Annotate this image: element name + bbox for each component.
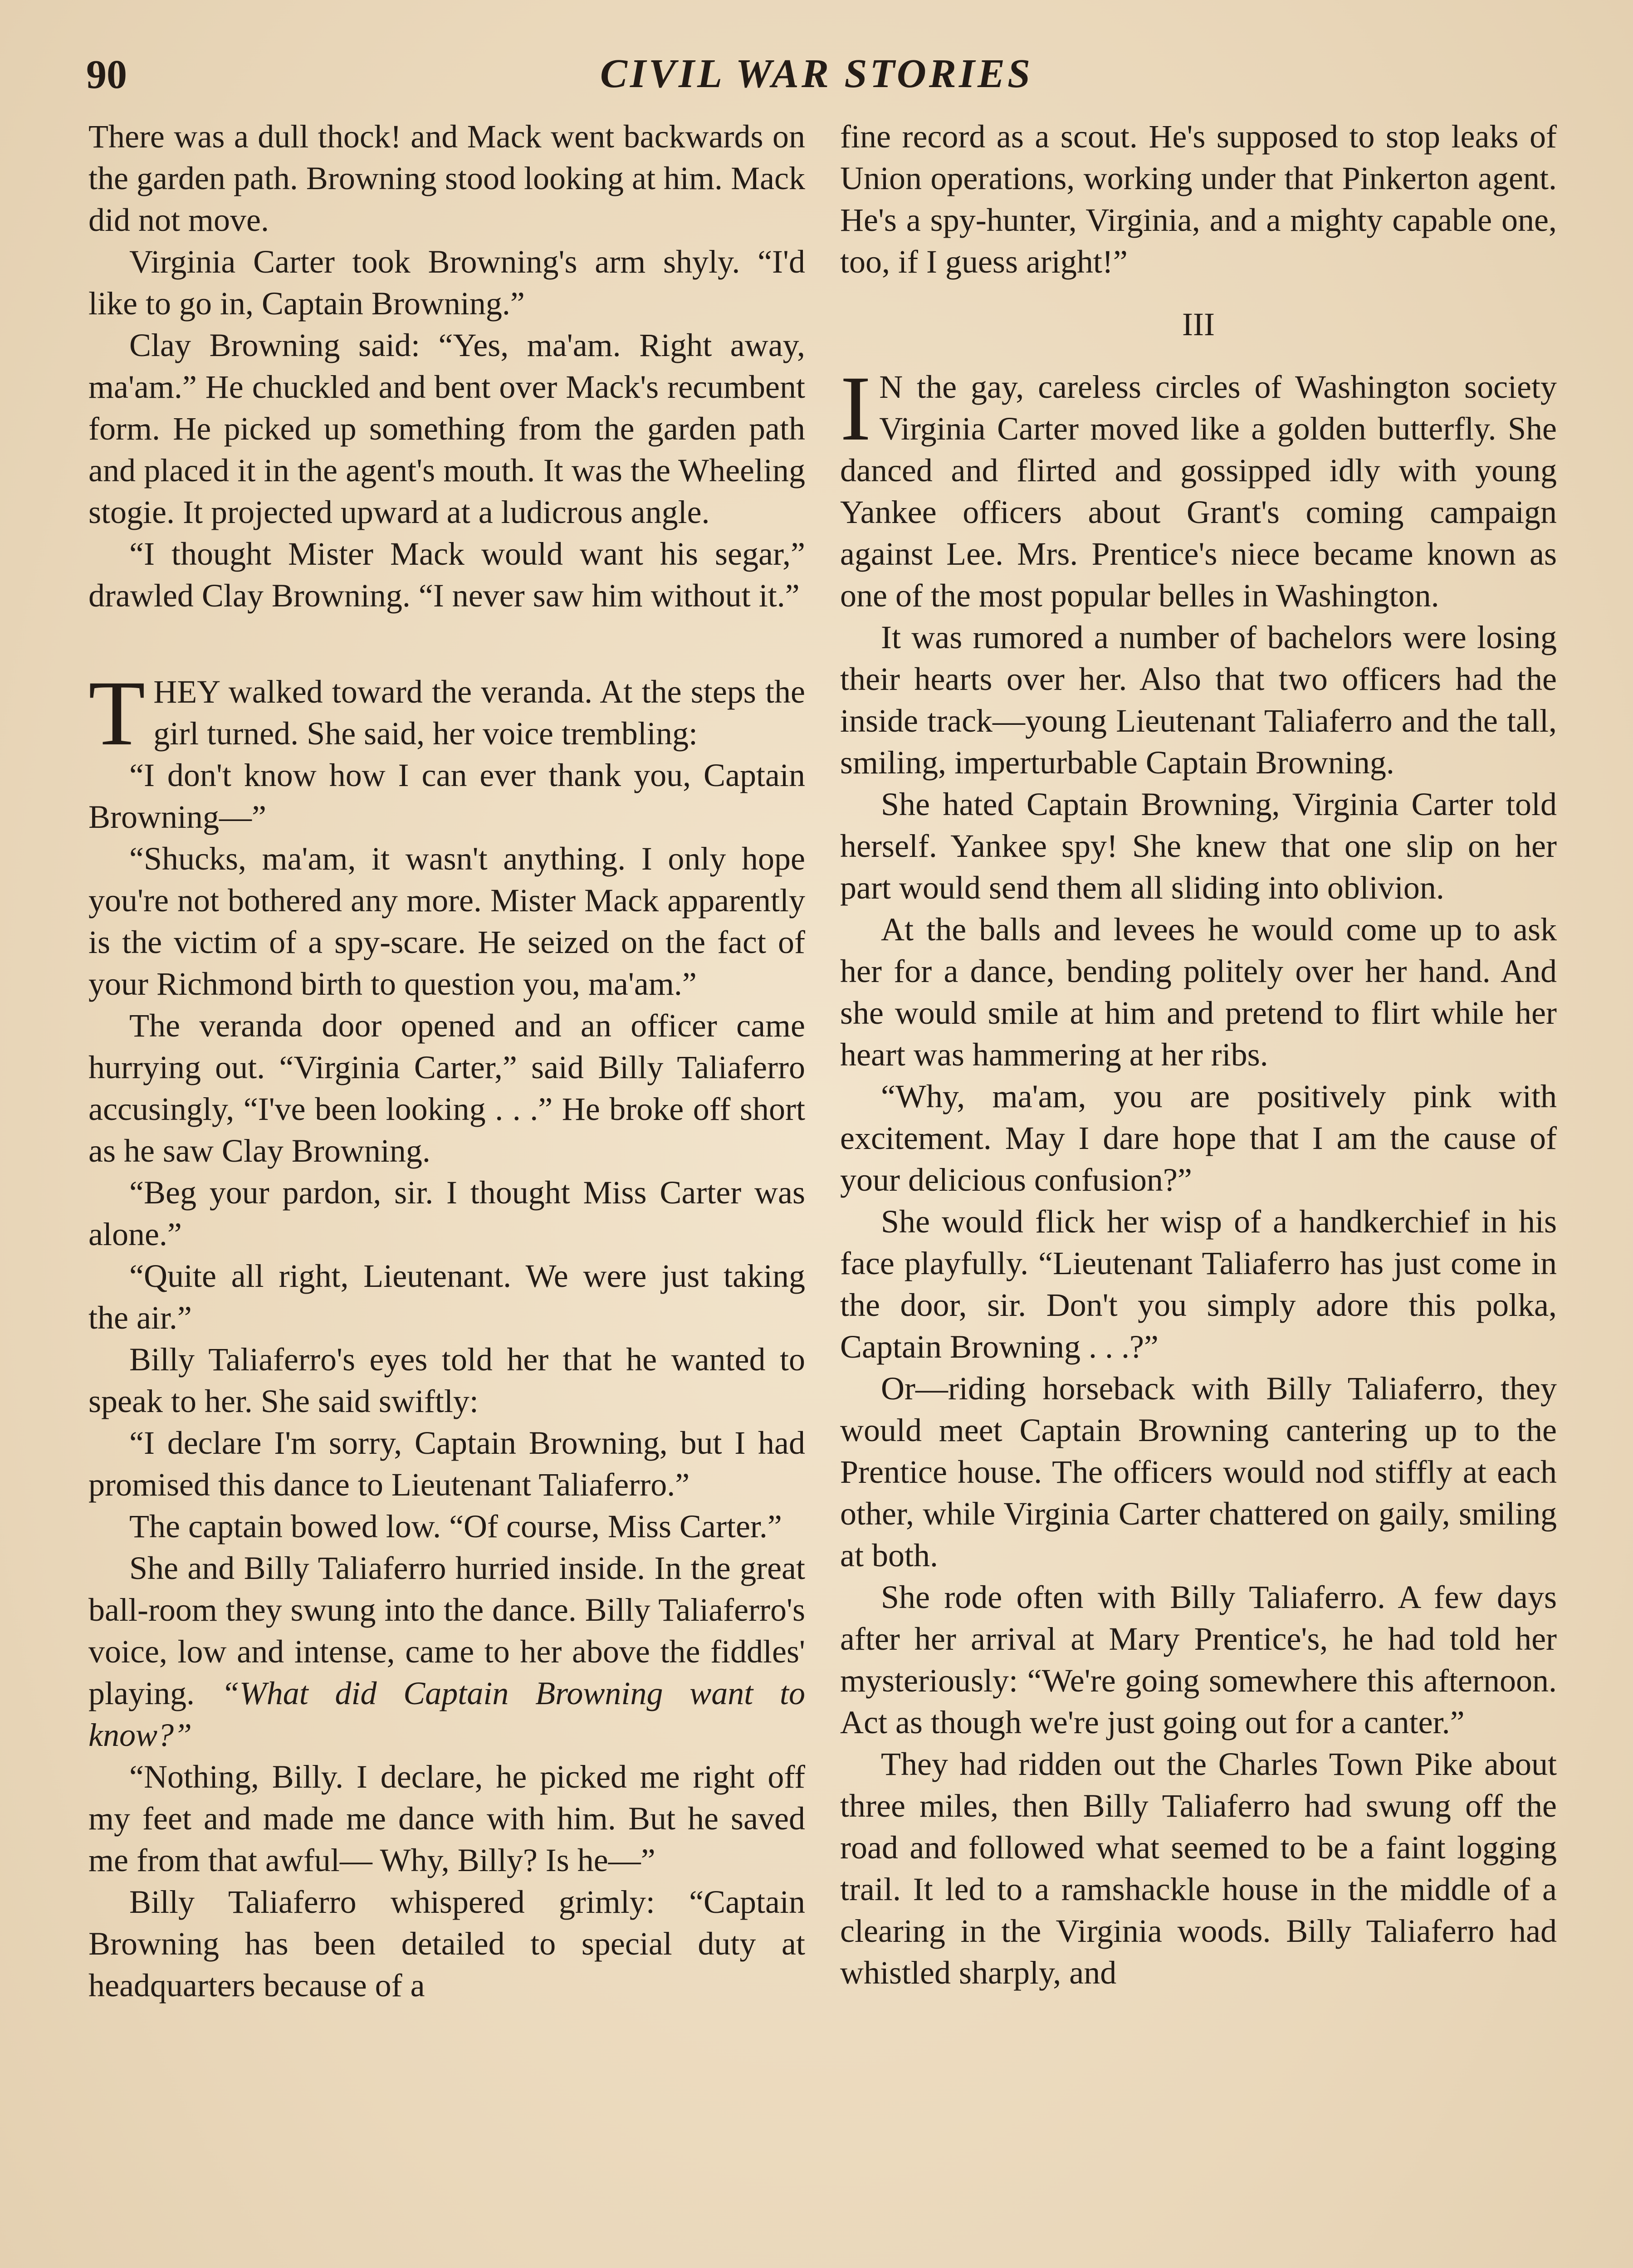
paragraph: At the balls and levees he would come up to ask her for a dance, bending politely over her hand. And she would smile at him and pretend to flirt while her heart was hammering at her ribs. xyxy=(840,911,1557,1073)
paragraph: Billy Taliaferro's eyes told her that he wanted to speak to her. She said swiftly: xyxy=(88,1341,805,1419)
section-break xyxy=(88,616,805,671)
paragraph: Virginia Carter took Browning's arm shyly. “I'd like to go in, Captain Browning.” xyxy=(88,244,805,322)
drop-cap-paragraph xyxy=(88,662,805,765)
paragraph: “I declare I'm sorry, Captain Browning, but I had promised this dance to Lieutenant Taliaferro.” xyxy=(88,1425,805,1503)
paragraph: She hated Captain Browning, Virginia Carter told herself. Yankee spy! She knew that one slip on her part would send them all sliding into oblivion. xyxy=(840,786,1557,906)
paragraph: “Nothing, Billy. I declare, he picked me right off my feet and made me dance with him. But he saved me from that awful— Why, Billy? Is he—” xyxy=(88,1759,805,1878)
paragraph: “Beg your pardon, sir. I thought Miss Carter was alone.” xyxy=(88,1174,805,1252)
paragraph: They had ridden out the Charles Town Pike about three miles, then Billy Taliaferro had swung off the road and followed what seemed to be a faint logging trail. It led to a ramshackle house in the middle of a clearing in the Virginia woods. Billy Taliaferro had whistled sharply, and xyxy=(840,1746,1557,1991)
page-number: 90 xyxy=(86,52,127,97)
running-title: CIVIL WAR STORIES xyxy=(600,51,1033,96)
paragraph: It was rumored a number of bachelors were losing their hearts over her. Also that two officers had the inside track—young Lieutenant Taliaferro and the tall, smiling, imperturbable Captain Browning. xyxy=(840,619,1557,781)
paragraph: The veranda door opened and an officer came hurrying out. “Virginia Carter,” said Billy Taliaferro accusingly, “I've been looking . . .” He broke off short as he saw Clay Browning. xyxy=(88,1007,805,1169)
paragraph: “Shucks, ma'am, it wasn't anything. I only hope you're not bothered any more. Mister Mack apparently is the victim of a spy-scare. He seized on the fact of your Richmond birth to question you, ma'am.” xyxy=(88,841,805,1002)
paragraph: The captain bowed low. “Of course, Miss Carter.” xyxy=(129,1508,782,1545)
section-number: III xyxy=(1182,306,1215,342)
paragraph xyxy=(88,1547,805,1756)
paragraph: “Why, ma'am, you are positively pink with excitement. May I dare hope that I am the cause of your delicious confusion?” xyxy=(840,1078,1557,1198)
paragraph: She rode often with Billy Taliaferro. A few days after her arrival at Mary Prentice's, he had told her mysteriously: “We're going somewhere this afternoon. Act as though we're just going out for a canter.” xyxy=(840,1579,1557,1740)
paragraph-text: She and Billy Taliaferro hurried inside. In the great ball-room they swung into the dance. Billy Taliaferro's voice, low and intense, came to her above the fiddles' playing. xyxy=(88,1550,805,1711)
paragraph: “Quite all right, Lieutenant. We were just taking the air.” xyxy=(88,1258,805,1336)
paragraph: “I don't know how I can ever thank you, Captain Browning—” xyxy=(88,757,805,835)
paragraph: Or—riding horseback with Billy Taliaferro, they would meet Captain Browning cantering up to the Prentice house. The officers would nod stiffly at each other, while Virginia Carter chattered on gaily, smiling at both. xyxy=(840,1370,1557,1574)
right-column xyxy=(840,116,1557,1994)
paragraph: fine record as a scout. He's supposed to stop leaks of Union operations, working under that Pinkerton agent. He's a spy-hunter, Virginia, and a mighty capable one, too, if I guess aright!” xyxy=(840,118,1557,280)
paragraph-text: HEY walked toward the veranda. At the steps the girl turned. She said, her voice trembling: xyxy=(153,674,805,752)
paragraph: Billy Taliaferro whispered grimly: “Captain Browning has been detailed to special duty at headquarters because of a xyxy=(88,1884,805,2004)
left-column xyxy=(88,116,805,2006)
paragraph: She would flick her wisp of a handkerchief in his face playfully. “Lieutenant Taliaferro has just come in the door, sir. Don't you simply adore this polka, Captain Browning . . .?” xyxy=(840,1203,1557,1365)
drop-cap-letter: T xyxy=(88,662,146,765)
italic-quote: “What did Captain Browning want to know?” xyxy=(88,1675,805,1753)
paragraph: “I thought Mister Mack would want his segar,” drawled Clay Browning. “I never saw him without it.” xyxy=(88,536,805,614)
paragraph: There was a dull thock! and Mack went backwards on the garden path. Browning stood looking at him. Mack did not move. xyxy=(88,118,805,238)
drop-cap-letter: I xyxy=(840,357,871,460)
drop-cap-paragraph xyxy=(840,357,1557,616)
paragraph: Clay Browning said: “Yes, ma'am. Right away, ma'am.” He chuckled and bent over Mack's recumbent form. He picked up something from the garden path and placed it in the agent's mouth. It was the Wheeling stogie. It projected upward at a ludicrous angle. xyxy=(88,327,805,530)
paragraph-text: N the gay, careless circles of Washington society Virginia Carter moved like a golden butterfly. She danced and flirted and gossipped idly with young Yankee officers about Grant's coming campaign against Lee. Mrs. Prentice's niece became known as one of the most popular belles in Washington. xyxy=(840,369,1557,614)
